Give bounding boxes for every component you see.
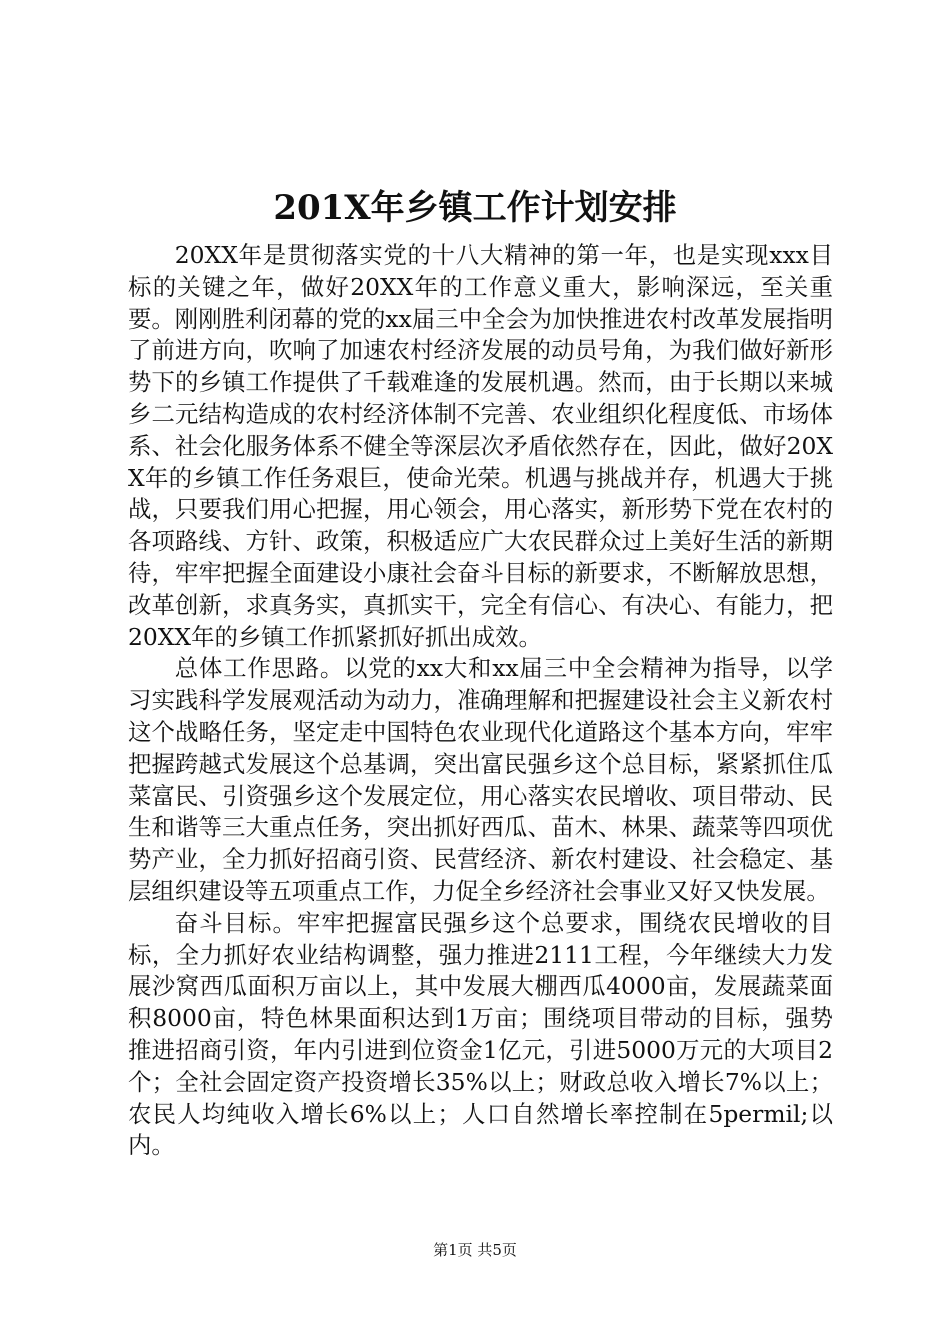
document-body: [128, 240, 833, 1162]
paragraph-intro: 20XX年是贯彻落实党的十八大精神的第一年，也是实现xxx目标的关键之年，做好20XX年的工作意义重大，影响深远，至关重要。刚刚胜利闭幕的党的xx届三中全会为加快推进农村改革发展指明了前进方向，吹响了加速农村经济发展的动员号角，为我们做好新形势下的乡镇工作提供了千载难逢的发展机遇。然而，由于长期以来城乡二元结构造成的农村经济体制不完善、农业组织化程度低、市场体系、社会化服务体系不健全等深层次矛盾依然存在，因此，做好20XX年的乡镇工作任务艰巨，使命光荣。机遇与挑战并存，机遇大于挑战，只要我们用心把握，用心领会，用心落实，新形势下党在农村的各项路线、方针、政策，积极适应广大农民群众过上美好生活的新期待，牢牢把握全面建设小康社会奋斗目标的新要求，不断解放思想，改革创新，求真务实，真抓实干，完全有信心、有决心、有能力，把20XX年的乡镇工作抓紧抓好抓出成效。: [128, 241, 833, 651]
page-footer: 第1页 共5页: [433, 1241, 517, 1259]
paragraph-goals: 奋斗目标。牢牢把握富民强乡这个总要求，围绕农民增收的目标，全力抓好农业结构调整，强力推进2111工程，今年继续大力发展沙窝西瓜面积万亩以上，其中发展大棚西瓜4000亩，发展蔬菜面积8000亩，特色林果面积达到1万亩；围绕项目带动的目标，强势推进招商引资，年内引进到位资金1亿元，引进5000万元的大项目2个；全社会固定资产投资增长35%以上；财政总收入增长7%以上；农民人均纯收入增长6%以上；人口自然增长率控制在5permil;以内。: [128, 908, 833, 1160]
document-title: 201X年乡镇工作计划安排: [273, 188, 677, 228]
paragraph-overall-approach: 总体工作思路。以党的xx大和xx届三中全会精神为指导，以学习实践科学发展观活动为动力，准确理解和把握建设社会主义新农村这个战略任务，坚定走中国特色农业现代化道路这个基本方向，牢牢把握跨越式发展这个总基调，突出富民强乡这个总目标，紧紧抓住瓜菜富民、引资强乡这个发展定位，用心落实农民增收、项目带动、民生和谐等三大重点任务，突出抓好西瓜、苗木、林果、蔬菜等四项优势产业，全力抓好招商引资、民营经济、新农村建设、社会稳定、基层组织建设等五项重点工作，力促全乡经济社会事业又好又快发展。: [128, 654, 833, 905]
